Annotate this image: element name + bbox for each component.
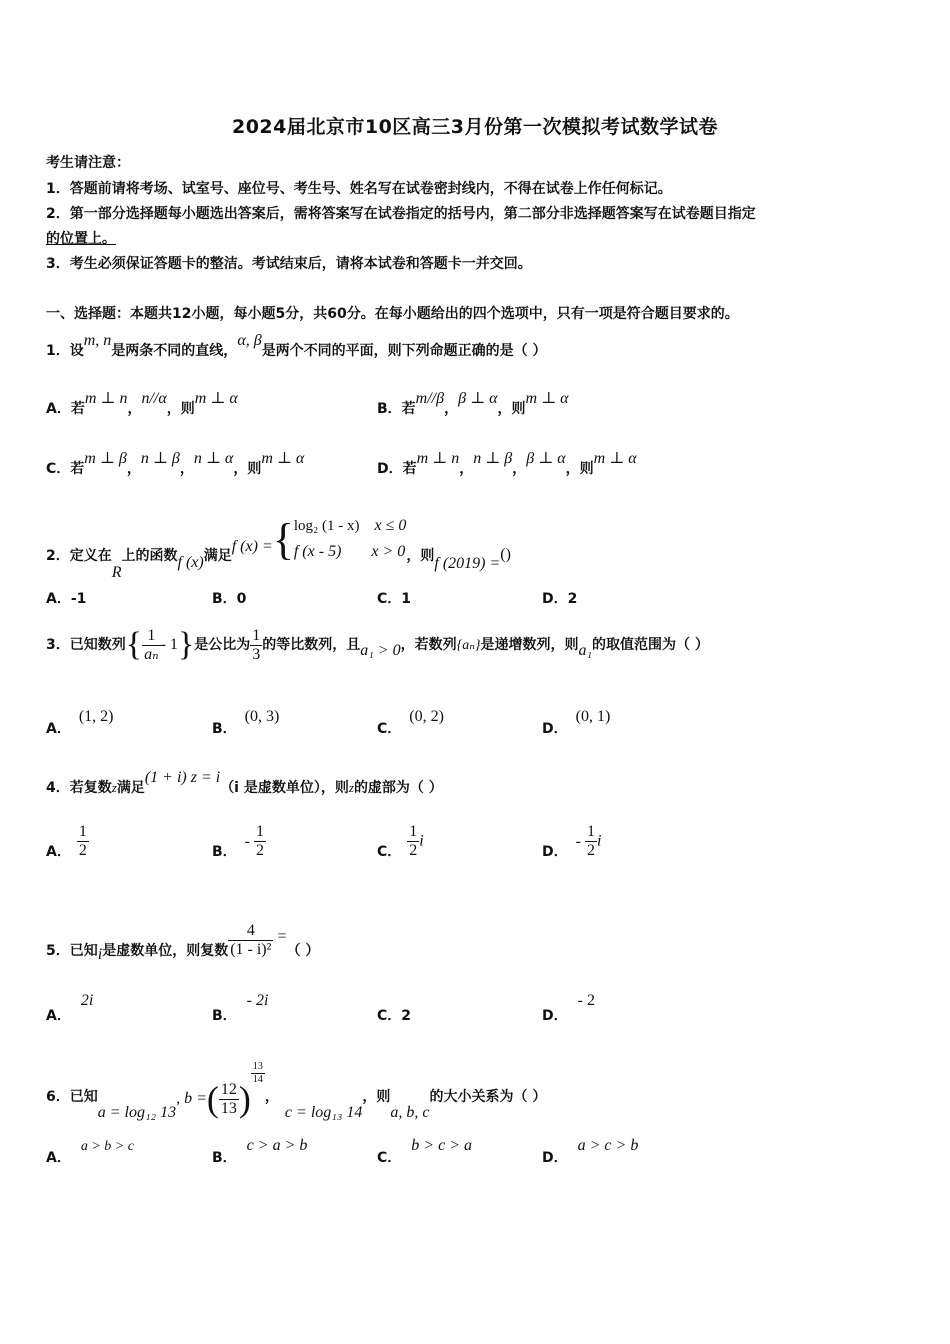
q2-case-2: f (x - 5) (293, 543, 342, 560)
q5-b-label: B． (212, 1008, 237, 1024)
q1-option-b[interactable] (377, 390, 569, 418)
q2-fdef: f (x) = (231, 538, 273, 555)
q4-text-3: 的虚部为（ ） (353, 780, 443, 796)
q4-c-den: 2 (409, 842, 418, 859)
q1-a-1: m ⊥ n (84, 390, 128, 407)
q5-option-a[interactable] (46, 990, 94, 1024)
q6-d-value: a > c > b (577, 1137, 639, 1154)
q3-a-label: A． (46, 721, 71, 737)
q1-d-then: ，则 (565, 461, 594, 477)
q4-num: 4．若复数 (46, 780, 112, 796)
q3-ratio-den: 3 (252, 645, 261, 663)
q4-d-label: D． (542, 843, 568, 860)
page-title: 2024届北京市10区高三3月份第一次模拟考试数学试卷 (231, 116, 719, 138)
q3-minus-1: - 1 (160, 636, 178, 653)
q2-cond-2: x > 0 (371, 543, 406, 560)
q3-brace-left: { (125, 626, 143, 663)
q6-exp-den: 14 (252, 1073, 263, 1085)
q3-b-value: (0, 3) (244, 708, 280, 725)
q6-b-frac (219, 1081, 239, 1118)
q1-d-label: D．若 (377, 461, 417, 477)
q1-d-comma-1: ， (459, 461, 474, 477)
q5-b-value: - 2i (246, 992, 269, 1009)
q3-d-value: (0, 1) (575, 708, 611, 725)
q1-b-label: B．若 (377, 401, 416, 417)
q1-d-3: β ⊥ α (526, 450, 566, 467)
q1-b-then: ，则 (497, 401, 526, 417)
q4-z: z (111, 780, 117, 795)
q1-b-2: β ⊥ α (458, 390, 498, 407)
q2-case-1-row (294, 513, 407, 539)
q1-c-2: n ⊥ β (140, 450, 180, 467)
q6-b-value: c > a > b (246, 1137, 308, 1154)
q4-c-label: C． (377, 843, 402, 860)
q6-abc: a, b, c (390, 1104, 430, 1121)
q2-num: 2．定义在 (46, 548, 112, 564)
q6-c: c = log₁₃ 14 (284, 1104, 363, 1121)
q2-option-a[interactable]: A．-1 (46, 591, 87, 607)
q4-option-b[interactable] (212, 823, 266, 860)
q2-paren: () (500, 546, 511, 563)
notice-heading: 考生请注意： (46, 155, 130, 171)
q2-cond-1: x ≤ 0 (374, 517, 407, 534)
q4-eq: (1 + i) z = i (144, 769, 221, 786)
notice-item-3: 3．考生必须保证答题卡的整洁。考试结束后，请将本试卷和答题卡一并交回。 (46, 256, 532, 272)
q4-d-i: i (596, 832, 602, 850)
q1-b-1: m//β (415, 390, 445, 407)
q6-paren-left: ( (206, 1079, 219, 1119)
q3-num: 3．已知数列 (46, 637, 126, 653)
q1-c-1: m ⊥ β (84, 450, 127, 467)
q4-c-i: i (419, 832, 424, 850)
q4-b-frac (254, 823, 266, 860)
q3-a1: a₁ (578, 642, 593, 659)
q2-option-d[interactable]: D．2 (542, 591, 578, 607)
q6-comma: ， (264, 1089, 279, 1105)
q3-ratio (250, 627, 262, 664)
q4-d-den: 2 (586, 842, 595, 859)
q6-option-d[interactable] (542, 1135, 639, 1166)
q4-a-frac (77, 823, 89, 860)
q1-a-label: A．若 (46, 401, 85, 417)
q4-option-a[interactable] (46, 823, 89, 860)
question-6 (46, 1052, 547, 1121)
question-4 (46, 769, 443, 797)
q4-text-1: 满足 (116, 780, 145, 796)
q3-text-1: 是公比为 (194, 637, 251, 653)
q1-var-ab: α, β (237, 332, 262, 349)
q2-text-2: 满足 (203, 548, 232, 564)
q4-a-label: A． (46, 843, 71, 860)
q1-d-1: m ⊥ n (416, 450, 460, 467)
q6-exp-num: 13 (252, 1060, 263, 1072)
q4-c-num: 1 (409, 823, 418, 840)
q3-text-4: 是递增数列，则 (480, 637, 579, 653)
q5-d-value: - 2 (577, 992, 595, 1009)
question-2 (46, 505, 511, 581)
q4-option-d[interactable] (542, 823, 601, 860)
q1-c-comma-1: ， (126, 461, 141, 477)
q1-a-3: m ⊥ α (194, 390, 238, 407)
q1-a-2: n//α (141, 390, 167, 407)
q1-c-comma-2: ， (179, 461, 194, 477)
q1-c-then: ，则 (233, 461, 262, 477)
q3-text-3: ，若数列 (400, 637, 457, 653)
q6-text-2: 的大小关系为（ ） (429, 1089, 547, 1105)
q2-R: R (111, 564, 122, 581)
q1-b-3: m ⊥ α (525, 390, 569, 407)
q1-a-then: ，则 (166, 401, 195, 417)
q4-z2: z (348, 780, 354, 795)
q3-text-2: 的等比数列，且 (262, 637, 361, 653)
q6-a-value: a > b > c (80, 1139, 134, 1154)
q3-a-value: (1, 2) (78, 708, 114, 725)
q3-frac-num: 1 (142, 627, 160, 646)
q6-text-1: ，则 (362, 1089, 391, 1105)
q6-a-label: A． (46, 1150, 71, 1166)
q3-d-label: D． (542, 721, 568, 737)
q3-c-value: (0, 2) (409, 708, 444, 725)
q5-text-2: （ ） (286, 942, 320, 959)
q2-brace: { (272, 514, 294, 564)
q6-c-value: b > c > a (411, 1137, 472, 1154)
q3-option-c[interactable] (377, 706, 444, 737)
q4-text-2: （i 是虚数单位），则 (220, 780, 349, 796)
q3-option-b[interactable] (212, 706, 280, 737)
q1-option-a[interactable] (46, 390, 238, 418)
question-5 (46, 908, 320, 963)
q4-b-neg: - (244, 832, 250, 850)
q3-cond: a₁ > 0 (360, 642, 401, 659)
q5-option-c[interactable]: C．2 (377, 1008, 412, 1024)
q5-num: 5．已知 (46, 942, 98, 959)
q3-fraction (142, 627, 160, 664)
q5-frac-num: 4 (228, 922, 273, 941)
q2-case-1: log₂ (1 - x) (293, 518, 360, 534)
q1-d-2: n ⊥ β (473, 450, 513, 467)
q3-option-a[interactable] (46, 706, 114, 737)
q3-ratio-num: 1 (252, 626, 261, 644)
notice-item-2: 2．第一部分选择题每小题选出答案后，需将答案写在试卷指定的括号内，第二部分非选择题答案写在试卷题目指定 (46, 206, 756, 222)
q5-eq: = (277, 927, 287, 945)
q2-text-3: ，则 (406, 548, 435, 564)
q6-c-label: C． (377, 1150, 402, 1166)
q2-option-b[interactable]: B．0 (212, 591, 247, 607)
q3-seq-term: aₙ (462, 638, 475, 653)
q6-b-exp (251, 1061, 265, 1086)
q4-b-den: 2 (256, 842, 264, 859)
q4-d-neg: - (575, 832, 581, 850)
q1-b-comma: ， (444, 401, 459, 417)
question-1 (46, 332, 547, 360)
q4-b-num: 1 (256, 823, 264, 840)
q4-b-label: B． (212, 843, 237, 860)
q6-b-pre: , b = (176, 1090, 207, 1107)
q5-d-label: D． (542, 1008, 568, 1024)
q5-frac-den: (1 - i)² (230, 941, 272, 958)
q3-brace-right: } (177, 626, 195, 663)
q1-option-d[interactable] (377, 450, 637, 478)
q2-text-1: 上的函数 (121, 548, 178, 564)
q6-b-label: B． (212, 1150, 237, 1166)
q5-option-d[interactable] (542, 990, 595, 1024)
q1-a-comma: ， (127, 401, 142, 417)
q1-var-mn: m, n (83, 332, 112, 349)
q6-num: 6．已知 (46, 1089, 98, 1105)
q1-c-3: n ⊥ α (193, 450, 234, 467)
q3-b-label: B． (212, 721, 237, 737)
q1-c-label: C．若 (46, 461, 85, 477)
q2-fx: f (x) (177, 554, 204, 571)
q1-option-c[interactable] (46, 450, 305, 478)
q6-d-label: D． (542, 1150, 568, 1166)
q1-text-1: 是两条不同的直线， (111, 343, 238, 359)
q2-piecewise (294, 513, 407, 565)
q5-text-1: 是虚数单位，则复数 (102, 942, 229, 959)
q6-paren-right: ) (238, 1079, 251, 1119)
q4-d-frac (585, 823, 597, 860)
q4-c-frac (407, 823, 419, 860)
q6-option-c[interactable] (377, 1135, 472, 1166)
q3-text-5: 的取值范围为（ ） (592, 637, 709, 653)
q1-d-comma-2: ， (512, 461, 527, 477)
notice-item-2-cont: 的位置上。 (46, 231, 116, 247)
notice-item-1: 1．答题前请将考场、试室号、座位号、考生号、姓名写在试卷密封线内，不得在试卷上作任何标记。 (46, 181, 672, 197)
q6-option-b[interactable] (212, 1135, 308, 1166)
q5-a-label: A． (46, 1008, 71, 1024)
q4-a-num: 1 (78, 823, 87, 840)
q4-a-den: 2 (78, 842, 87, 859)
q5-i: i (97, 945, 103, 963)
q1-d-4: m ⊥ α (593, 450, 637, 467)
q1-num: 1．设 (46, 343, 84, 359)
q2-option-c[interactable]: C．1 (377, 591, 412, 607)
q3-option-d[interactable] (542, 706, 611, 737)
q4-d-num: 1 (586, 823, 595, 840)
q5-frac (228, 922, 273, 959)
q3-frac-den: aₙ (144, 645, 159, 663)
q2-case-2-row (294, 539, 407, 565)
q3-c-label: C． (377, 721, 402, 737)
q1-c-4: m ⊥ α (261, 450, 305, 467)
section-heading: 一、选择题：本题共12小题，每小题5分，共60分。在每小题给出的四个选项中，只有一项是符合题目要求的。 (46, 306, 739, 322)
q4-option-c[interactable] (377, 823, 424, 860)
q1-text-2: 是两个不同的平面，则下列命题正确的是（ ） (261, 343, 547, 359)
q6-a: a = log₁₂ 13 (97, 1104, 177, 1121)
q5-a-value: 2i (80, 992, 94, 1009)
q6-b-num: 12 (220, 1080, 237, 1098)
q2-ask: f (2019) = (434, 555, 501, 572)
question-3 (46, 626, 709, 664)
q5-option-b[interactable] (212, 990, 269, 1024)
q6-option-a[interactable] (46, 1135, 134, 1166)
q6-b-den: 13 (220, 1099, 237, 1117)
q3-seq: {aₙ} (456, 638, 481, 653)
